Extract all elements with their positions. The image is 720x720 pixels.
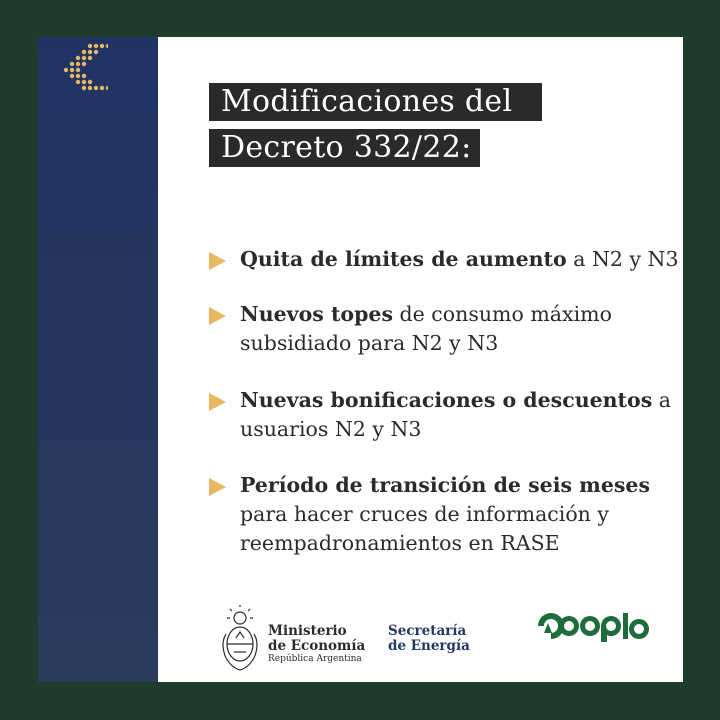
ministry-line-2: de Economía	[268, 638, 366, 654]
triangle-bullet-icon	[209, 307, 226, 325]
list-item-bold: Quita de límites de aumento	[240, 247, 567, 271]
triangle-bullet-icon	[209, 252, 226, 270]
secretaria-line-1: Secretaría	[388, 623, 467, 639]
list-item-text	[240, 300, 680, 358]
ministry-line-1: Ministerio	[268, 623, 347, 639]
list-item-bold: Período de transición de seis meses	[240, 473, 651, 497]
list-item-bold: Nuevas bonificaciones o descuentos	[240, 388, 653, 412]
list-item-rest: a N2 y N3	[566, 247, 679, 271]
coop-logo	[535, 609, 651, 643]
dotted-chevron-icon	[58, 40, 108, 95]
list-item-rest: de consumo máximo subsidiado para N2 y N3	[240, 302, 612, 355]
secretaria-logo-text	[388, 624, 470, 654]
list-item-rest: para hacer cruces de información y reempadronamientos en RASE	[240, 502, 609, 555]
title-line-1: Modificaciones del	[209, 83, 542, 121]
left-sidebar-band	[38, 37, 158, 682]
list-item-text	[240, 471, 680, 558]
list-item-bold: Nuevos topes	[240, 302, 394, 326]
ministry-logo-text	[268, 624, 365, 665]
infographic-card	[38, 37, 683, 682]
list-item-text	[240, 245, 680, 274]
coat-of-arms-icon	[218, 604, 262, 674]
triangle-bullet-icon	[209, 393, 226, 411]
list-item-rest: a usuarios N2 y N3	[240, 388, 671, 441]
title-line-2: Decreto 332/22:	[209, 129, 480, 167]
list-item-text	[240, 386, 680, 444]
secretaria-line-2: de Energía	[388, 638, 470, 654]
ministry-line-3: República Argentina	[268, 654, 362, 664]
triangle-bullet-icon	[209, 478, 226, 496]
